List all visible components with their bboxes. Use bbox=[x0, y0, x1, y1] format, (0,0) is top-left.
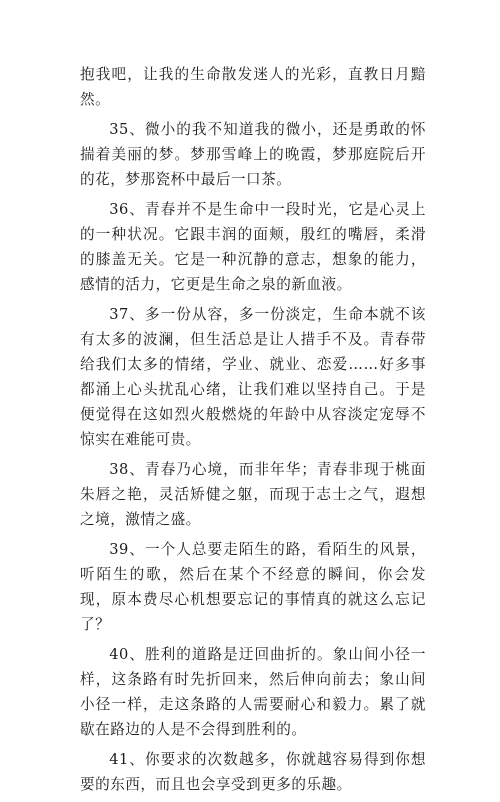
paragraph-37: 37、多一份从容，多一份淡定，生命本就不该有太多的波澜，但生活总是让人措手不及。青春带给我们太多的情绪，学业、就业、恋爱……好多事都涌上心头扰乱心绪，让我们难以坚持自己。于是便觉得在这如烈火般燃烧的年龄中从容淡定宠辱不惊实在难能可贵。 bbox=[80, 306, 426, 448]
paragraph-continued: 抱我吧，让我的生命散发迷人的光彩，直教日月黯然。 bbox=[80, 66, 426, 108]
paragraph-41: 41、你要求的次数越多，你就越容易得到你想要的东西，而且也会享受到更多的乐趣。 bbox=[80, 751, 426, 793]
paragraph-38: 38、青春乃心境，而非年华；青春非现于桃面朱唇之艳，灵活矫健之躯，而现于志士之气，遐想之境，激情之盛。 bbox=[80, 461, 426, 528]
paragraph-40: 40、胜利的道路是迂回曲折的。象山间小径一样，这条路有时先折回来，然后伸向前去；象山间小径一样，走这条路的人需要耐心和毅力。累了就歇在路边的人是不会得到胜利的。 bbox=[80, 646, 426, 738]
paragraph-35: 35、微小的我不知道我的微小，还是勇敢的怀揣着美丽的梦。梦那雪峰上的晚霞，梦那庭院后开的花，梦那瓷杯中最后一口茶。 bbox=[80, 121, 426, 188]
paragraph-36: 36、青春并不是生命中一段时光，它是心灵上的一种状况。它跟丰润的面颊，殷红的嘴唇，柔滑的膝盖无关。它是一种沉静的意志，想象的能力，感情的活力，它更是生命之泉的新血液。 bbox=[80, 201, 426, 293]
paragraph-39: 39、一个人总要走陌生的路，看陌生的风景，听陌生的歌，然后在某个不经意的瞬间，你会发现，原本费尽心机想要忘记的事情真的就这么忘记了？ bbox=[80, 541, 426, 633]
document-page bbox=[80, 62, 426, 802]
